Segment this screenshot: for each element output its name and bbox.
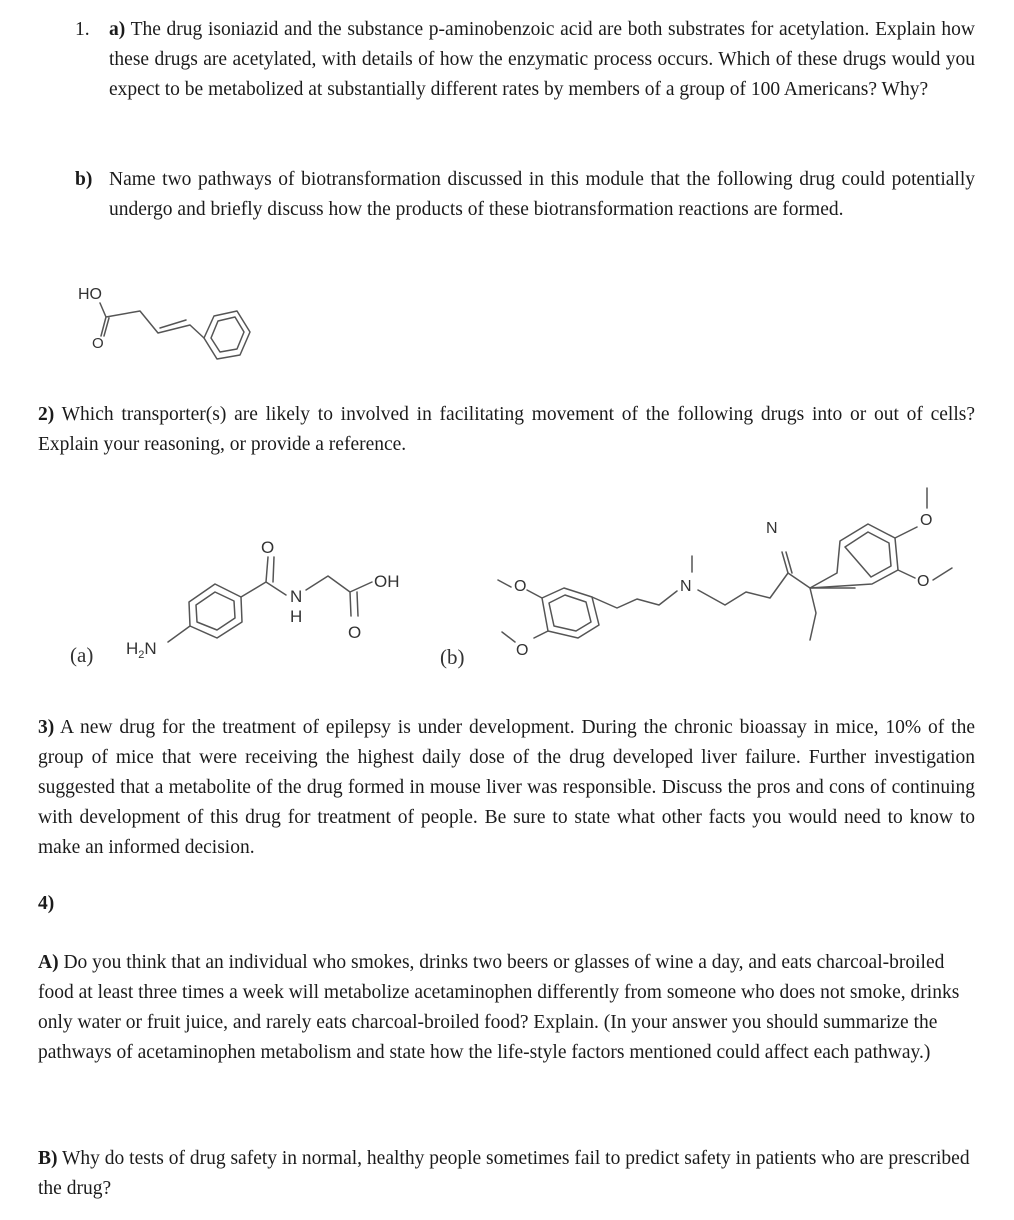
question-4a-label: A) [38,952,59,973]
question-4a [38,948,975,1068]
drug-b-structure [430,480,970,670]
question-1a [109,15,975,105]
ho-label: HO [78,286,102,303]
question-2-label: 2) [38,404,55,425]
drug-a-amine: $H_2N$ [126,639,157,661]
drug-b-amine-n: N [680,578,692,595]
drug-a-oh: OH [374,572,400,591]
question-3-label: 3) [38,717,55,738]
question-4-label: 4) [38,893,55,914]
question-4b-text: Why do tests of drug safety in normal, healthy people sometimes fail to predict safety in patients who are prescribed the drug? [38,1148,970,1199]
drug-a-structure [60,530,430,670]
drug-a-carbonyl-o: O [261,538,275,557]
drug-b-o3: O [920,512,933,529]
drug-b-nitrile-n: N [766,520,778,537]
question-3-text: A new drug for the treatment of epilepsy is under development. During the chronic bioassay in mice, 10% of the group of mice that were receiving the highest daily dose of the drug developed liver failure. Further investigation suggested that a metabolite of the drug formed in mouse liver was responsible. Discuss the pros and cons of continuing with development of this drug for treatment of people. Be sure to state what other facts you would need to know to make an informed decision. [38,717,975,858]
question-1a-text: The drug isoniazid and the substance p-aminobenzoic acid are both substrates for acetylation. Explain how these drugs are acetylated, with details of how the enzymatic process occurs. Which of these drugs would you expect to be metabolized at substantially different rates by members of a group of 100 Americans? Why? [109,19,975,100]
question-1-number: 1. [75,19,90,40]
question-2-text: Which transporter(s) are likely to involved in facilitating movement of the following drugs into or out of cells? Explain your reasoning, or provide a reference. [38,404,975,455]
question-4b-label: B) [38,1148,58,1169]
drug-a-label: (a) [70,643,94,667]
question-4a-text: Do you think that an individual who smokes, drinks two beers or glasses of wine a day, and eats charcoal-broiled food at least three times a week will metabolize acetaminophen differently from someone who does not smoke, drinks only water or fruit juice, and rarely eats charcoal-broiled food? Explain. (In your answer you should summarize the pathways of acetaminophen metabolism and state how the life-style factors mentioned could affect each pathway.) [38,952,960,1063]
drug-a-acid-o: O [348,623,362,642]
cinnamic-acid-structure [70,280,260,370]
question-1b [109,165,975,225]
question-2 [38,400,975,460]
question-4b [38,1144,975,1204]
drug-b-o4: O [917,573,930,590]
drug-a-amide-n: N [290,587,303,606]
drug-b-label: (b) [440,645,465,669]
drug-b-o2: O [516,642,529,659]
question-1b-label: b) [75,169,93,190]
question-3 [38,713,975,863]
drug-a-amide-h: H [290,607,303,626]
drug-b-o1: O [514,578,527,595]
question-1a-label: a) [109,19,126,40]
question-1b-text: Name two pathways of biotransformation discussed in this module that the following drug could potentially undergo and briefly discuss how the products of these biotransformation reactions are formed. [109,169,975,220]
carbonyl-o-label: O [92,335,104,352]
